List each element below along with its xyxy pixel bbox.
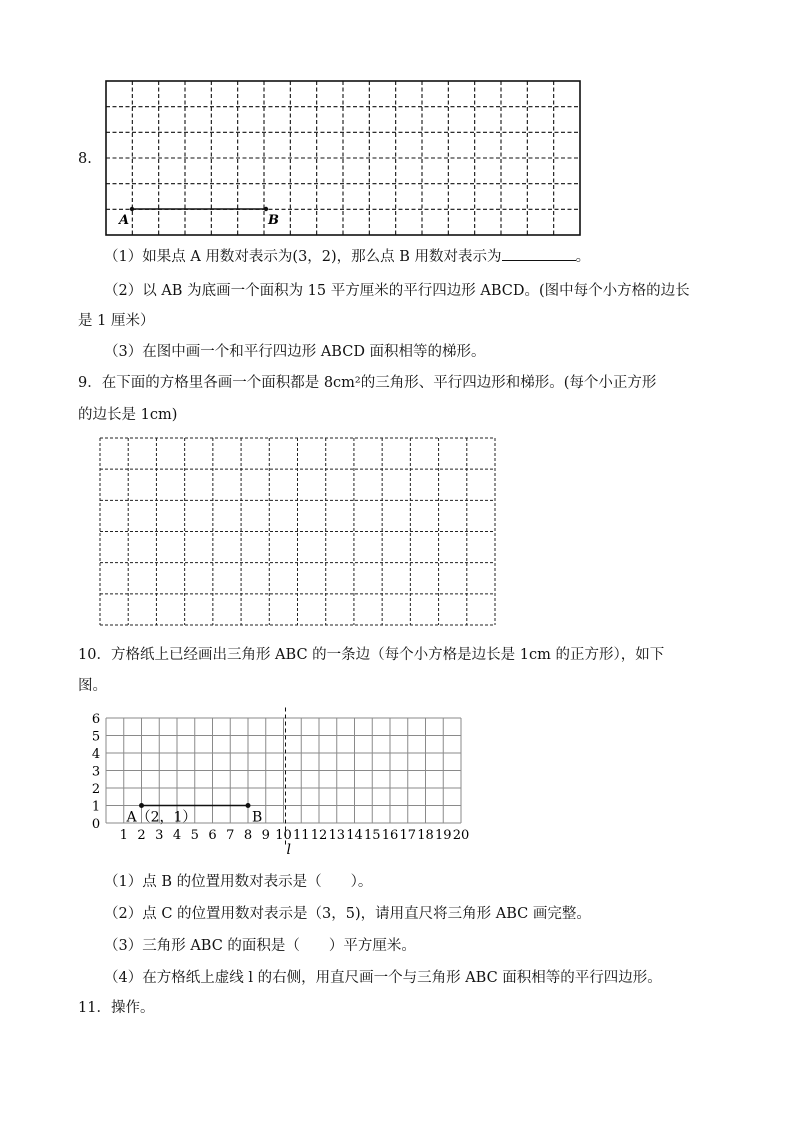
- x-tick-label: 2: [137, 828, 146, 843]
- q8-sub2-line1: （2）以 AB 为底画一个面积为 15 平方厘米的平行四边形 ABCD。(图中每个小方格的边长: [104, 283, 690, 299]
- x-tick-label: 6: [208, 828, 217, 843]
- q10-sub4: （4）在方格纸上虚线 l 的右侧，用直尺画一个与三角形 ABC 面积相等的平行四边形。: [104, 970, 662, 986]
- y-tick-label: 4: [91, 747, 101, 762]
- grid-10-lines: [106, 718, 461, 823]
- point-b-dot: [264, 207, 268, 211]
- x-tick-label: 10: [275, 828, 292, 843]
- answer-blank[interactable]: [502, 248, 576, 261]
- q10-sub1: （1）点 B 的位置用数对表示是（ ）。: [104, 874, 373, 890]
- grid-8-border: [106, 81, 580, 235]
- q8-sub1: [104, 248, 590, 266]
- q9-line2: 的边长是 1cm): [78, 407, 178, 423]
- x-tick-label: 7: [226, 828, 235, 843]
- line-l-label: l: [286, 842, 291, 858]
- x-tick-label: 15: [363, 828, 381, 843]
- point-a-label: A: [119, 213, 130, 228]
- x-tick-label: 11: [292, 828, 310, 843]
- y-tick-label: 1: [91, 799, 101, 815]
- q8-sub1-text: （1）如果点 A 用数对表示为(3，2)，那么点 B 用数对表示为: [104, 249, 502, 265]
- x-tick-label: 9: [261, 828, 270, 843]
- q8-sub2-line2: 是 1 厘米）: [78, 313, 155, 329]
- x-tick-label: 14: [346, 828, 363, 843]
- x-tick-label: 8: [243, 828, 253, 843]
- x-tick-label: 12: [310, 828, 328, 843]
- x-tick-label: 1: [119, 828, 128, 843]
- grid-9-lines: [100, 438, 495, 625]
- q8-sub1-end: 。: [575, 249, 591, 265]
- x-tick-label: 17: [399, 828, 417, 843]
- x-tick-label: 16: [381, 828, 399, 843]
- x-tick-label: 20: [452, 828, 470, 843]
- point-a-dot: [130, 207, 134, 211]
- q9-line1: 9．在下面的方格里各画一个面积都是 8cm²的三角形、平行四边形和梯形。(每个小正方形: [78, 375, 657, 391]
- point-a-10-label: A（2，1）: [126, 809, 197, 826]
- grid-10-ticks: [92, 712, 469, 843]
- y-tick-label: 5: [91, 729, 101, 745]
- x-tick-label: 5: [190, 828, 199, 843]
- x-tick-label: 4: [172, 828, 182, 843]
- x-tick-label: 19: [434, 828, 452, 843]
- q10-sub3: （3）三角形 ABC 的面积是（ ）平方厘米。: [104, 938, 416, 954]
- q8-sub3: （3）在图中画一个和平行四边形 ABCD 面积相等的梯形。: [104, 344, 486, 360]
- q10-line2: 图。: [78, 678, 107, 694]
- point-b-label: B: [268, 213, 279, 228]
- q10-sub2: （2）点 C 的位置用数对表示是（3，5)，请用直尺将三角形 ABC 画完整。: [104, 906, 591, 922]
- y-tick-label: 2: [91, 782, 101, 797]
- point-a-10-dot: [139, 803, 144, 808]
- q11-title: 11．操作。: [78, 1000, 155, 1016]
- point-b-10-dot: [246, 803, 251, 808]
- x-tick-label: 18: [417, 828, 434, 843]
- y-tick-label: 6: [91, 712, 101, 727]
- x-tick-label: 13: [328, 828, 346, 843]
- grid-8-lines: [106, 81, 580, 235]
- x-tick-label: 3: [155, 828, 164, 843]
- q10-line1: 10．方格纸上已经画出三角形 ABC 的一条边（每个小方格是边长是 1cm 的正方形），如下: [78, 647, 665, 663]
- point-b-10-label: B: [252, 809, 263, 826]
- y-tick-label: 3: [91, 764, 101, 780]
- y-tick-label: 0: [91, 817, 101, 832]
- question-8-number: 8.: [78, 151, 92, 167]
